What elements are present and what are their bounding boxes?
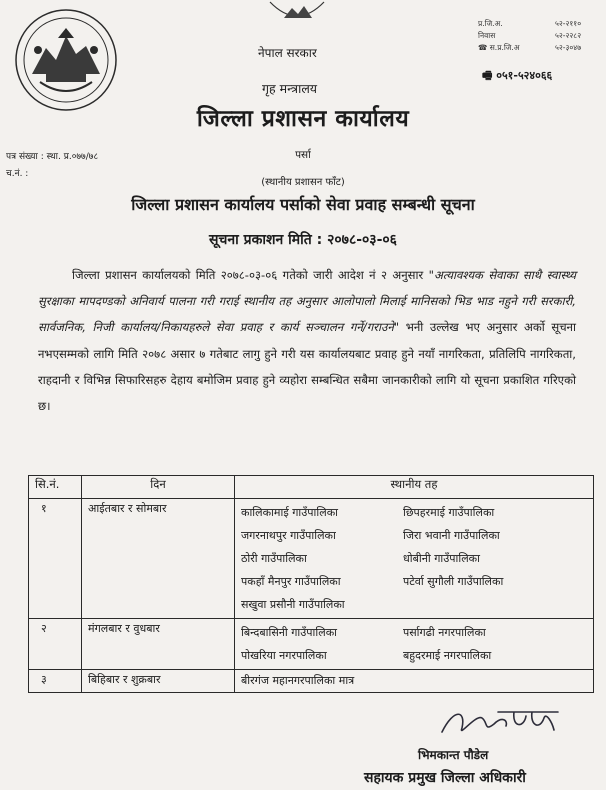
- contact-number: ५२-२२८२: [555, 31, 582, 40]
- notice-title: जिल्ला प्रशासन कार्यालय पर्साको सेवा प्रवाह सम्बन्धी सूचना: [131, 195, 475, 214]
- local-cell: [235, 499, 594, 619]
- body-intro: जिल्ला प्रशासन कार्यालयको मिति २०७८-०३-०६ गतेको जारी आदेश नं २ अनुसार: [72, 268, 424, 282]
- day-cell: बिहिबार र शुक्रबार: [82, 670, 235, 693]
- local-level-item: ठोरी गाउँपालिका: [241, 552, 307, 565]
- header-serial: सि.नं.: [29, 476, 82, 499]
- phone-icon: ☎: [478, 43, 490, 52]
- office-title: जिल्ला प्रशासन कार्यालय: [196, 106, 410, 132]
- schedule-table: [28, 475, 594, 693]
- table-row: [29, 499, 594, 619]
- local-level-item: पोखरिया नगरपालिका: [241, 649, 327, 662]
- nepal-emblem-icon: [10, 8, 122, 113]
- serial-cell: ३: [29, 670, 82, 693]
- local-level-item: छिपहरमाई गाउँपालिका: [403, 506, 495, 519]
- contact-row: [478, 18, 603, 30]
- contact-label: ☎ स.प्र.जि.अ: [478, 43, 520, 52]
- fax-number: 🖷 ०५१-५२४०६६: [482, 69, 553, 82]
- top-emblem-icon: [262, 0, 332, 30]
- header-day: दिन: [82, 476, 235, 499]
- publish-date: सूचना प्रकाशन मिति : २०७८-०३-०६: [209, 232, 397, 248]
- local-level-item: बिन्दबासिनी गाउँपालिका: [241, 626, 338, 639]
- local-level-item: कालिकामाई गाउँपालिका: [241, 506, 338, 519]
- local-level-item: धोबीनी गाउँपालिका: [403, 552, 480, 565]
- local-level-item: सखुवा प्रसौनी गाउँपालिका: [241, 598, 345, 611]
- local-cell: [235, 670, 594, 693]
- body-conclusion: भनी उल्लेख भए अनुसार अर्को सूचना नभएसम्मको लागि मिति २०७८ असार ७ गतेबाट लागु हुने गरी यस कार्यालयबाट प्रवाह हुने नयाँ नागरिकता, प्रतिलिपि नागरिकता, राहदानी र विभिन्न सिफारिसहरु देहाय बमोजिम प्रवाह हुने व्यहोरा सम्बन्धित सबैमा जानकारीको लागि यो सूचना प्रकाशित गरिएको छ।: [38, 320, 576, 414]
- table-row: [29, 619, 594, 670]
- handwritten-signature: [436, 702, 566, 740]
- local-level-item: जगरनाथपुर गाउँपालिका: [241, 529, 336, 542]
- serial-cell: २: [29, 619, 82, 670]
- table-header-row: [29, 476, 594, 499]
- section-name: (स्थानीय प्रशासन फाँट): [261, 177, 345, 188]
- local-cell: [235, 619, 594, 670]
- contact-number: ५२-२११०: [555, 19, 582, 28]
- local-level-item: बहुदरमाई नगरपालिका: [403, 649, 492, 662]
- contact-number: ५२-३०४७: [555, 43, 582, 52]
- contact-label: प्र.जि.अ.: [478, 19, 503, 28]
- local-level-item: पकहाँ मैनपुर गाउँपालिका: [241, 575, 341, 588]
- signer-name: भिमकान्त पौडेल: [418, 748, 489, 762]
- local-level-item: बीरगंज महानगरपालिका मात्र: [241, 674, 355, 687]
- contact-row: [478, 30, 603, 42]
- serial-cell: १: [29, 499, 82, 619]
- local-level-item: पटेर्वा सुगौली गाउँपालिका: [403, 575, 504, 588]
- ministry-name: गृह मन्त्रालय: [262, 81, 318, 96]
- fax-icon: 🖷: [482, 69, 497, 82]
- letter-number: पत्र संख्या : स्था. प्र.०७७/७८: [6, 152, 99, 162]
- local-level-item: पर्सागढी नगरपालिका: [403, 626, 486, 639]
- dispatch-number: च.नं. :: [6, 169, 29, 179]
- signer-title: सहायक प्रमुख जिल्ला अधिकारी: [364, 770, 526, 786]
- table-row: [29, 670, 594, 693]
- day-cell: आईतबार र सोमबार: [82, 499, 235, 619]
- government-name: नेपाल सरकार: [258, 46, 317, 60]
- header-local-level: स्थानीय तह: [235, 476, 594, 499]
- district-name: पर्सा: [295, 149, 311, 161]
- contact-list: [478, 18, 603, 54]
- day-cell: मंगलबार र वुधबार: [82, 619, 235, 670]
- local-level-item: [403, 672, 553, 690]
- notice-body: [38, 262, 576, 419]
- body-quote: "अत्यावश्यक सेवाका साथै स्वास्थ्य सुरक्षाका मापदण्डको अनिवार्य पालना गरी गराई स्थानीय तह अनुसार आलोपालो मिलाई मानिसको भिड भाड नहुने गरी सरकारी, सार्वजनिक, निजी कार्यालय/निकायहरुले सेवा प्रवाह र कार्य सञ्चालन गर्ने/गराउने": [38, 268, 577, 335]
- contact-label: निवास: [478, 31, 496, 40]
- local-level-item: जिरा भवानी गाउँपालिका: [403, 529, 500, 542]
- local-level-item: [403, 593, 553, 616]
- contact-row: [478, 42, 603, 54]
